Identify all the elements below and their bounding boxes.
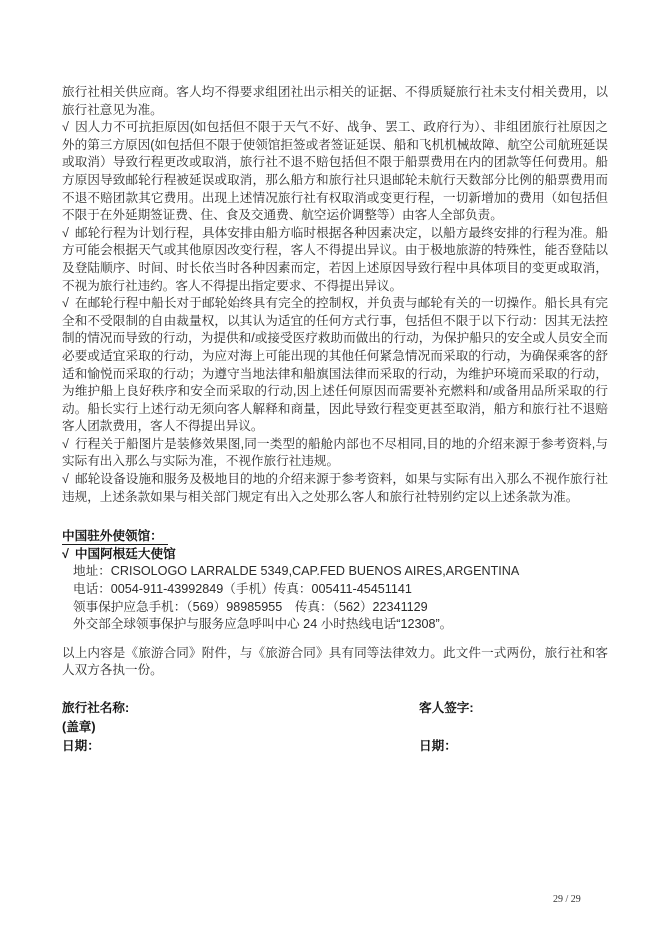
embassy-details — [62, 563, 608, 633]
check-bullet-icon: √ — [62, 225, 69, 240]
check-bullet-icon: √ — [62, 120, 69, 135]
clause-text: 因人力不可抗拒原因(如包括但不限于天气不好、战争、罢工、政府行为）、非组团旅行社原因之外的第三方原因(如包括但不限于使领馆拒签或者签证延误、船和飞机机械故障、航空公司航班延误或取消）导致行程更改或取消，旅行社不退不赔包括但不限于船票费用在内的团款等任何费用。船方原因导致邮轮行程被延误或取消，那么船方和旅行社只退邮轮未航行天数部分比例的船票费用而不退不赔团款其它费用。出现上述情况旅行社有权取消或变更行程，一切新增加的费用（如包括但不限于在外延期签证费、住、食及交通费、航空运价调整等）由客人全部负责。 — [62, 120, 608, 223]
clause-text: 在邮轮行程中船长对于邮轮始终具有完全的控制权，并负责与邮轮有关的一切操作。船长具有完全和不受限制的自由裁量权，以其认为适宜的任何方式行事，包括但不限于以下行动：因其无法控制的情况而导致的行动，为提供和/或接受医疗救助而做出的行动，为保护船只的安全或人员安全而必要或适宜采取的行动，为应对海上可能出现的其他任何紧急情况而采取的行动，为确保乘客的舒适和愉悦而采取的行动；为遵守当地法律和船旗国法律而采取的行动，为维护环境而采取的行动，为维护船上良好秩序和安全而采取的行动,因上述任何原因而需要补充燃料和/或备用品所采取的行动。船长实行上述行动无须向客人解释和商量，因此导致行程变更甚至取消，船方和旅行社不退赔客人团款费用，客人不得提出异议。 — [62, 296, 608, 434]
embassy-heading-text: 中国驻外使领馆： — [62, 529, 168, 545]
clause-item — [62, 225, 608, 295]
page-number: 29 / 29 — [553, 894, 581, 905]
check-bullet-icon: √ — [62, 546, 69, 561]
embassy-mfa-hotline-line: 外交部全球领事保护与服务应急呼叫中心 24 小时热线电话“12308”。 — [73, 617, 453, 632]
embassy-name-line — [62, 546, 608, 564]
document-body — [62, 84, 608, 757]
guest-signature-column — [419, 699, 608, 757]
signature-spacer — [419, 718, 608, 737]
closing-paragraph: 以上内容是《旅游合同》附件，与《旅游合同》具有同等法律效力。此文件一式两份，旅行社和客人双方各执一份。 — [62, 645, 608, 678]
clause-item — [62, 436, 608, 471]
clause-item — [62, 295, 608, 436]
agency-date-label: 日期： — [62, 739, 100, 754]
guest-signature-label: 客人签字: — [419, 701, 474, 715]
signature-block — [62, 699, 608, 757]
embassy-address-line: 地址：CRISOLOGO LARRALDE 5349,CAP.FED BUENOS AIRES,ARGENTINA — [73, 564, 520, 579]
embassy-consular-hotline-line: 领事保护应急手机：（569）98985955 传真：（562）22341129 — [73, 599, 428, 614]
guest-date-label: 日期： — [419, 739, 457, 754]
clause-item — [62, 471, 608, 506]
embassy-phone-line: 电话：0054-911-43992849（手机）传真：005411-45451141 — [73, 582, 412, 597]
clause-text: 行程关于船图片是装修效果图,同一类型的船舱内部也不尽相同,目的地的介绍来源于参考资料,与实际有出入那么与实际为准，不视作旅行社违规。 — [62, 436, 608, 469]
embassy-name: 中国阿根廷大使馆 — [74, 546, 176, 561]
clause-text: 邮轮行程为计划行程，具体安排由船方临时根据各种因素决定，以船方最终安排的行程为准。船方可能会根据天气或其他原因改变行程，客人不得提出异议。由于极地旅游的特殊性，能否登陆以及登陆顺序、时间、时长依当时各种因素而定，若因上述原因导致行程中具体项目的变更或取消，不视为旅行社违约。客人不得提出指定要求、不得提出异议。 — [62, 225, 608, 293]
check-bullet-icon: √ — [62, 296, 69, 311]
check-bullet-icon: √ — [62, 436, 69, 451]
clause-item — [62, 119, 608, 225]
seal-label: (盖章) — [62, 720, 96, 735]
embassy-section-heading — [62, 528, 608, 546]
check-bullet-icon: √ — [62, 472, 69, 487]
agency-name-label: 旅行社名称: — [62, 701, 130, 715]
carryover-paragraph: 旅行社相关供应商。客人均不得要求组团社出示相关的证据、不得质疑旅行社未支付相关费用，以旅行社意见为准。 — [62, 85, 608, 117]
agency-signature-column — [62, 699, 419, 757]
clause-text: 邮轮设备设施和服务及极地目的地的介绍来源于参考资料，如果与实际有出入那么不视作旅行社违规，上述条款如果与相关部门规定有出入之处那么客人和旅行社特别约定以上述条款为准。 — [62, 472, 608, 504]
